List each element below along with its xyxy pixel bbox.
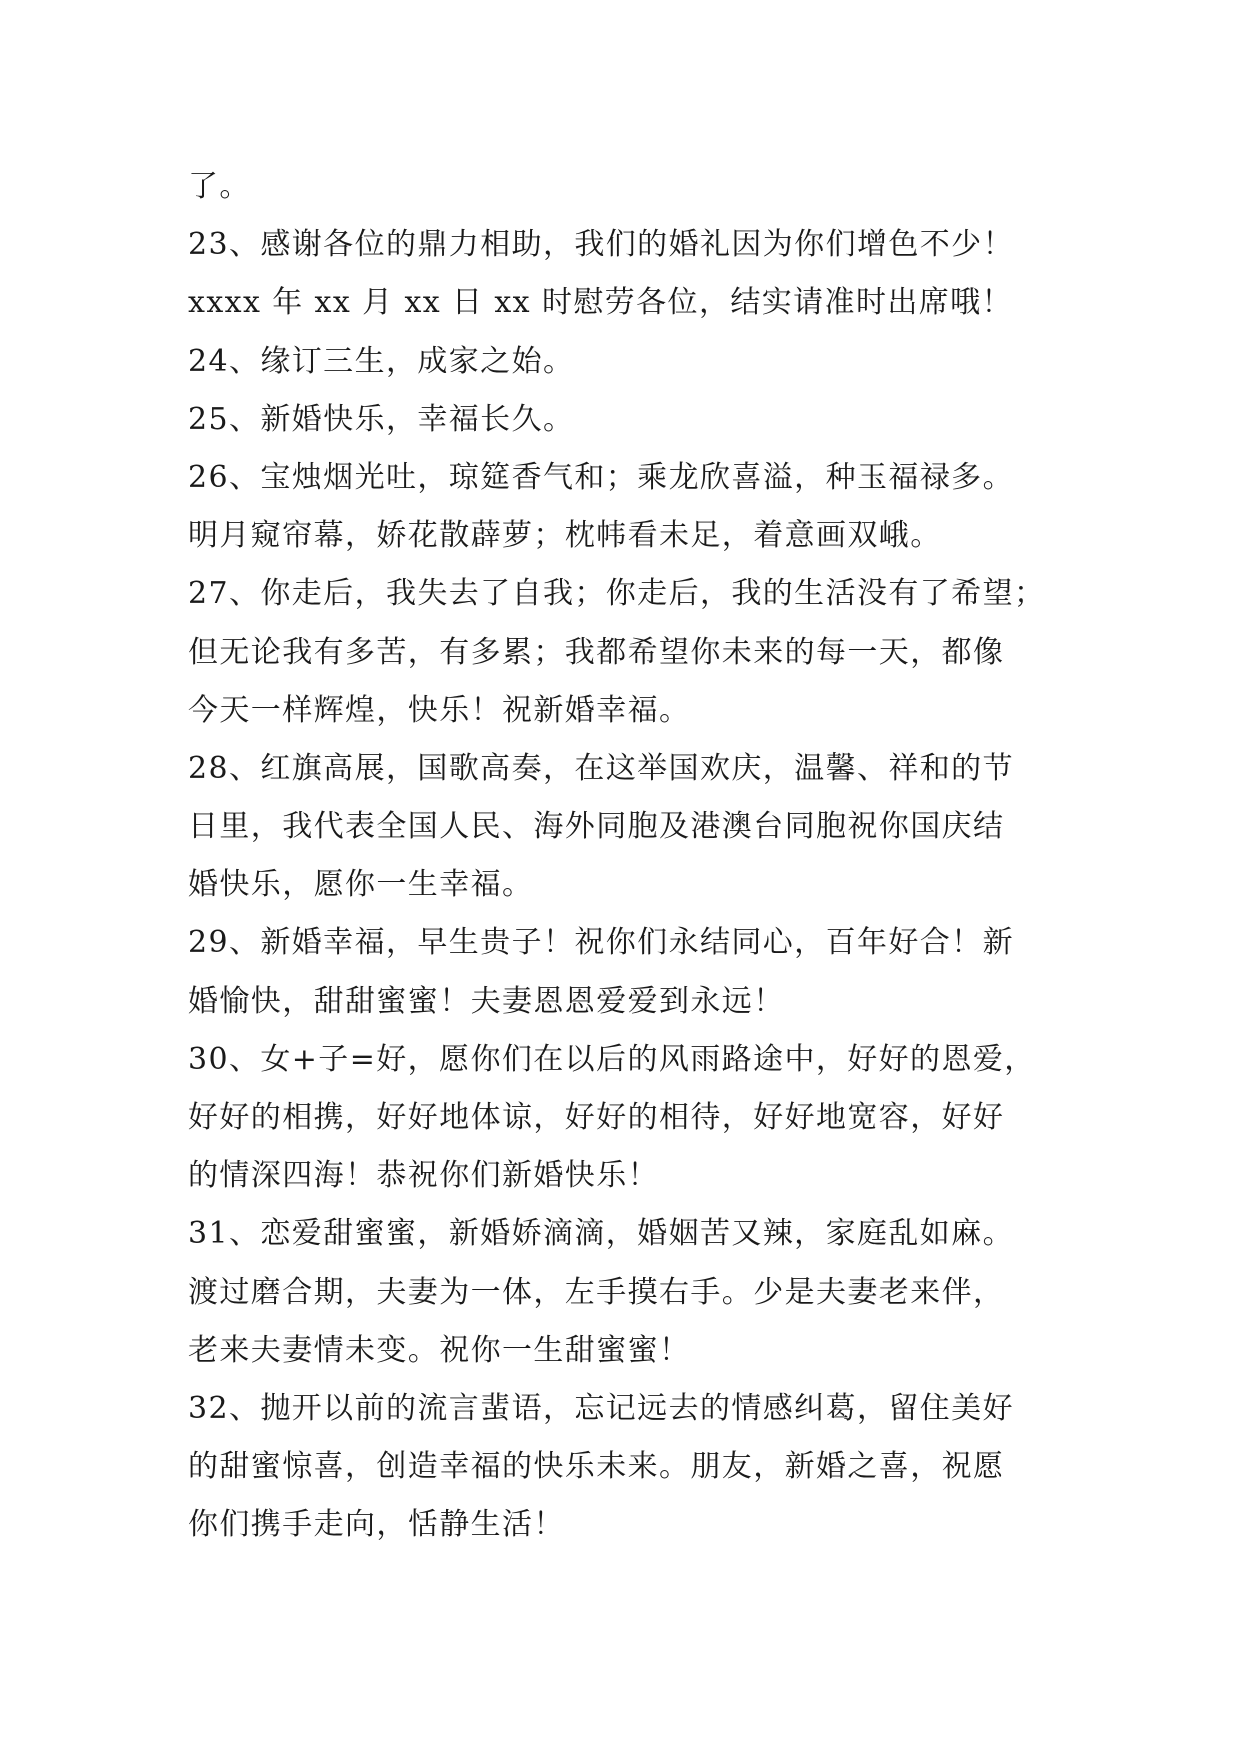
text-line: 30、女+子=好，愿你们在以后的风雨路途中，好好的恩爱， xyxy=(188,1041,1036,1077)
text-line: 32、抛开以前的流言蜚语，忘记远去的情感纠葛，留住美好 xyxy=(188,1390,1014,1426)
text-line: 23、感谢各位的鼎力相助，我们的婚礼因为你们增色不少！ xyxy=(188,227,1014,263)
text-line: 但无论我有多苦，有多累；我都希望你未来的每一天，都像 xyxy=(188,634,1005,670)
text-line: 的情深四海！恭祝你们新婚快乐！ xyxy=(188,1158,659,1194)
text-line: 25、新婚快乐，幸福长久。 xyxy=(188,401,575,437)
document-body xyxy=(188,158,1068,1555)
text-line: 婚愉快，甜甜蜜蜜！夫妻恩恩爱爱到永远！ xyxy=(188,983,785,1019)
text-line: 老来夫妻情未变。祝你一生甜蜜蜜！ xyxy=(188,1332,691,1368)
text-line: xxxx 年 xx 月 xx 日 xx 时慰劳各位，结实请准时出席哦！ xyxy=(188,285,1013,321)
text-line: 你们携手走向，恬静生活！ xyxy=(188,1507,565,1543)
text-line: 31、恋爱甜蜜蜜，新婚娇滴滴，婚姻苦又辣，家庭乱如麻。 xyxy=(188,1216,1014,1252)
text-line: 26、宝烛烟光吐，琼筵香气和；乘龙欣喜溢，种玉福禄多。 xyxy=(188,459,1014,495)
text-line: 28、红旗高展，国歌高奏，在这举国欢庆，温馨、祥和的节 xyxy=(188,750,1014,786)
text-line: 渡过磨合期，夫妻为一体，左手摸右手。少是夫妻老来伴， xyxy=(188,1274,1005,1310)
text-line: 日里，我代表全国人民、海外同胞及港澳台同胞祝你国庆结 xyxy=(188,809,1005,845)
text-line: 的甜蜜惊喜，创造幸福的快乐未来。朋友，新婚之喜，祝愿 xyxy=(188,1449,1005,1485)
text-line: 24、缘订三生，成家之始。 xyxy=(188,343,575,379)
text-line: 好好的相携，好好地体谅，好好的相待，好好地宽容，好好 xyxy=(188,1100,1005,1135)
text-line: 了。 xyxy=(188,169,251,204)
text-line: 27、你走后，我失去了自我；你走后，我的生活没有了希望； xyxy=(188,576,1046,612)
text-line: 29、新婚幸福，早生贵子！祝你们永结同心，百年好合！新 xyxy=(188,925,1014,961)
text-line: 明月窥帘幕，娇花散薜萝；枕帏看未足，着意画双峨。 xyxy=(188,518,942,554)
text-line: 今天一样辉煌，快乐！祝新婚幸福。 xyxy=(188,692,691,728)
text-line: 婚快乐，愿你一生幸福。 xyxy=(188,867,534,903)
